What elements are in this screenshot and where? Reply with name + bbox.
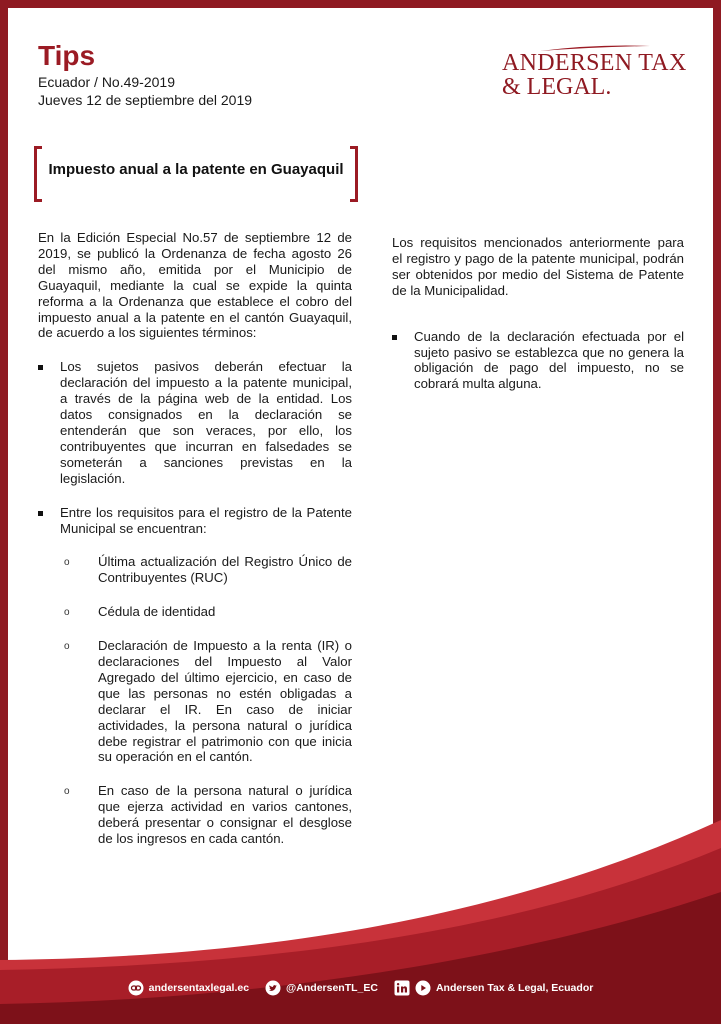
bullet-text: Los sujetos pasivos deberán efectuar la declaración del impuesto a la patente municipal, a través de la página web de la entidad. Los datos consignados en la declaración se entenderán que son veraces, por ello, los contribuyentes que incurran en falsedades se someterán a sanciones previstas en la legislación. [60, 359, 352, 486]
sub-bullet-item [60, 638, 352, 765]
link-icon [128, 980, 144, 996]
linkedin-icon [394, 980, 410, 996]
bullet-item [38, 359, 352, 486]
logo-text-line1: ANDERSEN TAX [502, 50, 687, 76]
left-column [38, 230, 352, 847]
bracket-left [34, 146, 42, 202]
andersen-logo [500, 40, 690, 100]
circle-bullet-icon: o [64, 557, 70, 569]
logo-text-line2: & LEGAL. [502, 74, 612, 100]
bullet-item [392, 329, 684, 393]
sub-bullet-text: Declaración de Impuesto a la renta (IR) o declaraciones del Impuesto al Valor Agregado del último ejercicio, en caso de que las personas no estén obligadas a declarar el IR. En caso de iniciar actividades, la persona natural o jurídica debe registrar el patrimonio con que inicia su operación en el cantón. [98, 638, 352, 765]
footer-bar [0, 972, 721, 1004]
website-text: andersentaxlegal.ec [148, 982, 250, 994]
bracket-right [350, 146, 358, 202]
footer-website[interactable] [128, 980, 249, 996]
square-bullet-icon [392, 335, 397, 340]
intro-paragraph: En la Edición Especial No.57 de septiembre 12 de 2019, se publicó la Ordenanza de fecha agosto 26 del mismo año, emitida por el Municipio de Guayaquil, mediante la cual se expide la quinta reforma a la Ordenanza que establece el cobro del impuesto anual a la patente en el cantón Guayaquil, de acuerdo a los siguientes términos: [38, 230, 352, 341]
headline: Impuesto anual a la patente en Guayaquil [48, 161, 344, 178]
circle-bullet-icon: o [64, 607, 70, 619]
bullet-text: Entre los requisitos para el registro de la Patente Municipal se encuentran: [60, 504, 352, 536]
right-column [392, 235, 684, 392]
footer-social[interactable] [394, 980, 593, 996]
bullet-item [38, 505, 352, 537]
youtube-icon [415, 980, 431, 996]
headline-box [34, 146, 358, 202]
issue-date: Jueves 12 de septiembre del 2019 [38, 92, 253, 108]
twitter-handle: @AndersenTL_EC [286, 982, 378, 994]
square-bullet-icon [38, 511, 43, 516]
footer-twitter[interactable] [265, 980, 378, 996]
bullet-text: Cuando de la declaración efectuada por el sujeto pasivo se establezca que no genera la obligación de pago del impuesto, no se cobrará multa alguna. [414, 328, 684, 392]
square-bullet-icon [38, 365, 43, 370]
right-paragraph: Los requisitos mencionados anteriormente para el registro y pago de la patente municipal, podrán ser obtenidos por medio del Sistema de Patente de la Municipalidad. [392, 235, 684, 298]
sub-bullet-item [60, 604, 352, 620]
sub-bullet-text: En caso de la persona natural o jurídica que ejerza actividad en varios cantones, deberá presentar o consignar el desglose de los ingresos en cada cantón. [98, 783, 352, 847]
doc-title: Tips [38, 40, 96, 71]
circle-bullet-icon: o [64, 641, 70, 653]
sub-bullet-text: Última actualización del Registro Único de Contribuyentes (RUC) [98, 554, 352, 586]
issue-number: Ecuador / No.49-2019 [38, 74, 175, 90]
sub-bullet-item [60, 554, 352, 586]
twitter-icon [265, 980, 281, 996]
sub-bullet-text: Cédula de identidad [98, 604, 216, 620]
social-text: Andersen Tax & Legal, Ecuador [435, 982, 594, 994]
circle-bullet-icon: o [64, 786, 70, 798]
